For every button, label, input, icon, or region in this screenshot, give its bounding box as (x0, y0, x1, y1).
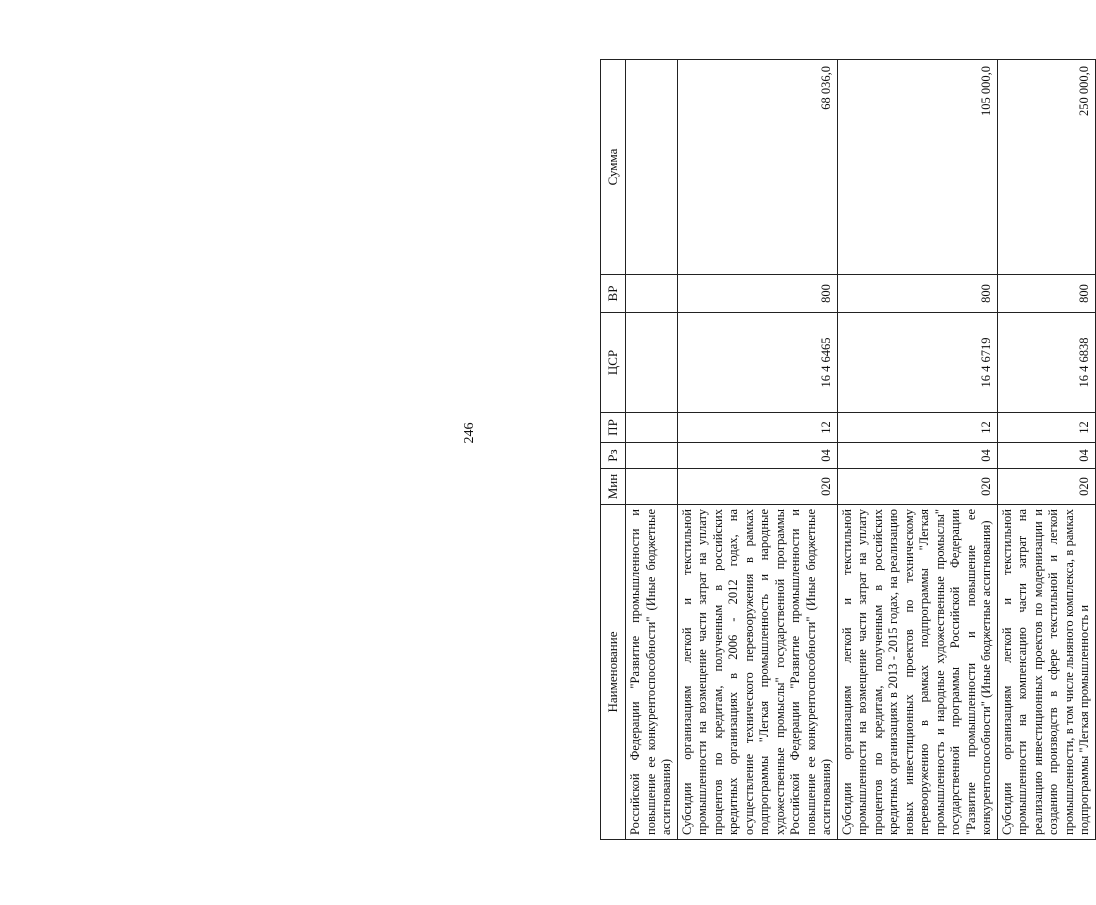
row-name: Субсидии организациям легкой и текстильной промышленности на компенсацию части затрат на реализацию инвестиционных проектов по модернизации и созданию производств в сфере текстильной и легкой промышленности, в том числе льняного комплекса, в рамках подпрограммы "Легкая промышленность и (997, 505, 1095, 840)
row-rz: 04 (837, 443, 997, 469)
rotated-page-content (600, 60, 1090, 840)
row-csr (626, 313, 678, 413)
row-csr: 16 4 6838 (997, 313, 1095, 413)
row-vr (626, 275, 678, 313)
row-min: 020 (677, 469, 837, 505)
header-csr: ЦСР (601, 313, 626, 413)
row-pr: 12 (837, 413, 997, 443)
row-rz (626, 443, 678, 469)
row-min (626, 469, 678, 505)
row-pr: 12 (997, 413, 1095, 443)
table-row (626, 60, 678, 840)
row-sum (626, 60, 678, 275)
row-pr (626, 413, 678, 443)
row-min: 020 (837, 469, 997, 505)
row-name: Субсидии организациям легкой и текстильной промышленности на возмещение части затрат на уплату процентов по кредитам, полученным в российских кредитных организациях в 2006 - 2012 годах, на осуществление технического перевооружения в рамках подпрограммы "Легкая промышленность и народные художественные промыслы" государственной программы Российской Федерации "Развитие промышленности и повышение ее конкурентоспособности" (Иные бюджетные ассигнования) (677, 505, 837, 840)
header-name: Наименование (601, 505, 626, 840)
table-row (997, 60, 1095, 840)
row-sum: 68 036,0 (677, 60, 837, 275)
header-sum: Сумма (601, 60, 626, 275)
row-name: Российской Федерации "Развитие промышленности и повышение ее конкурентоспособности" (Иные бюджетные ассигнования) (626, 505, 678, 840)
row-rz: 04 (997, 443, 1095, 469)
row-sum: 105 000,0 (837, 60, 997, 275)
table-header-row (601, 60, 626, 840)
row-min: 020 (997, 469, 1095, 505)
table-row (837, 60, 997, 840)
row-pr: 12 (677, 413, 837, 443)
budget-table (600, 59, 1096, 840)
row-sum: 250 000,0 (997, 60, 1095, 275)
row-rz: 04 (677, 443, 837, 469)
header-vr: ВР (601, 275, 626, 313)
header-rz: Рз (601, 443, 626, 469)
row-vr: 800 (837, 275, 997, 313)
table-row (677, 60, 837, 840)
row-csr: 16 4 6465 (677, 313, 837, 413)
row-vr: 800 (677, 275, 837, 313)
header-pr: ПР (601, 413, 626, 443)
header-min: Мин (601, 469, 626, 505)
row-csr: 16 4 6719 (837, 313, 997, 413)
page-number: 246 (462, 422, 477, 444)
row-vr: 800 (997, 275, 1095, 313)
row-name: Субсидии организациям легкой и текстильной промышленности на возмещение части затрат на уплату процентов по кредитам, полученным в российских кредитных организациях в 2013 - 2015 годах, на реализацию новых инвестиционных проектов по техническому перевооружению в рамках подпрограммы "Легкая промышленность и народные художественные промыслы" государственной программы Российской Федерации "Развитие промышленности и повышение ее конкурентоспособности" (Иные бюджетные ассигнования) (837, 505, 997, 840)
